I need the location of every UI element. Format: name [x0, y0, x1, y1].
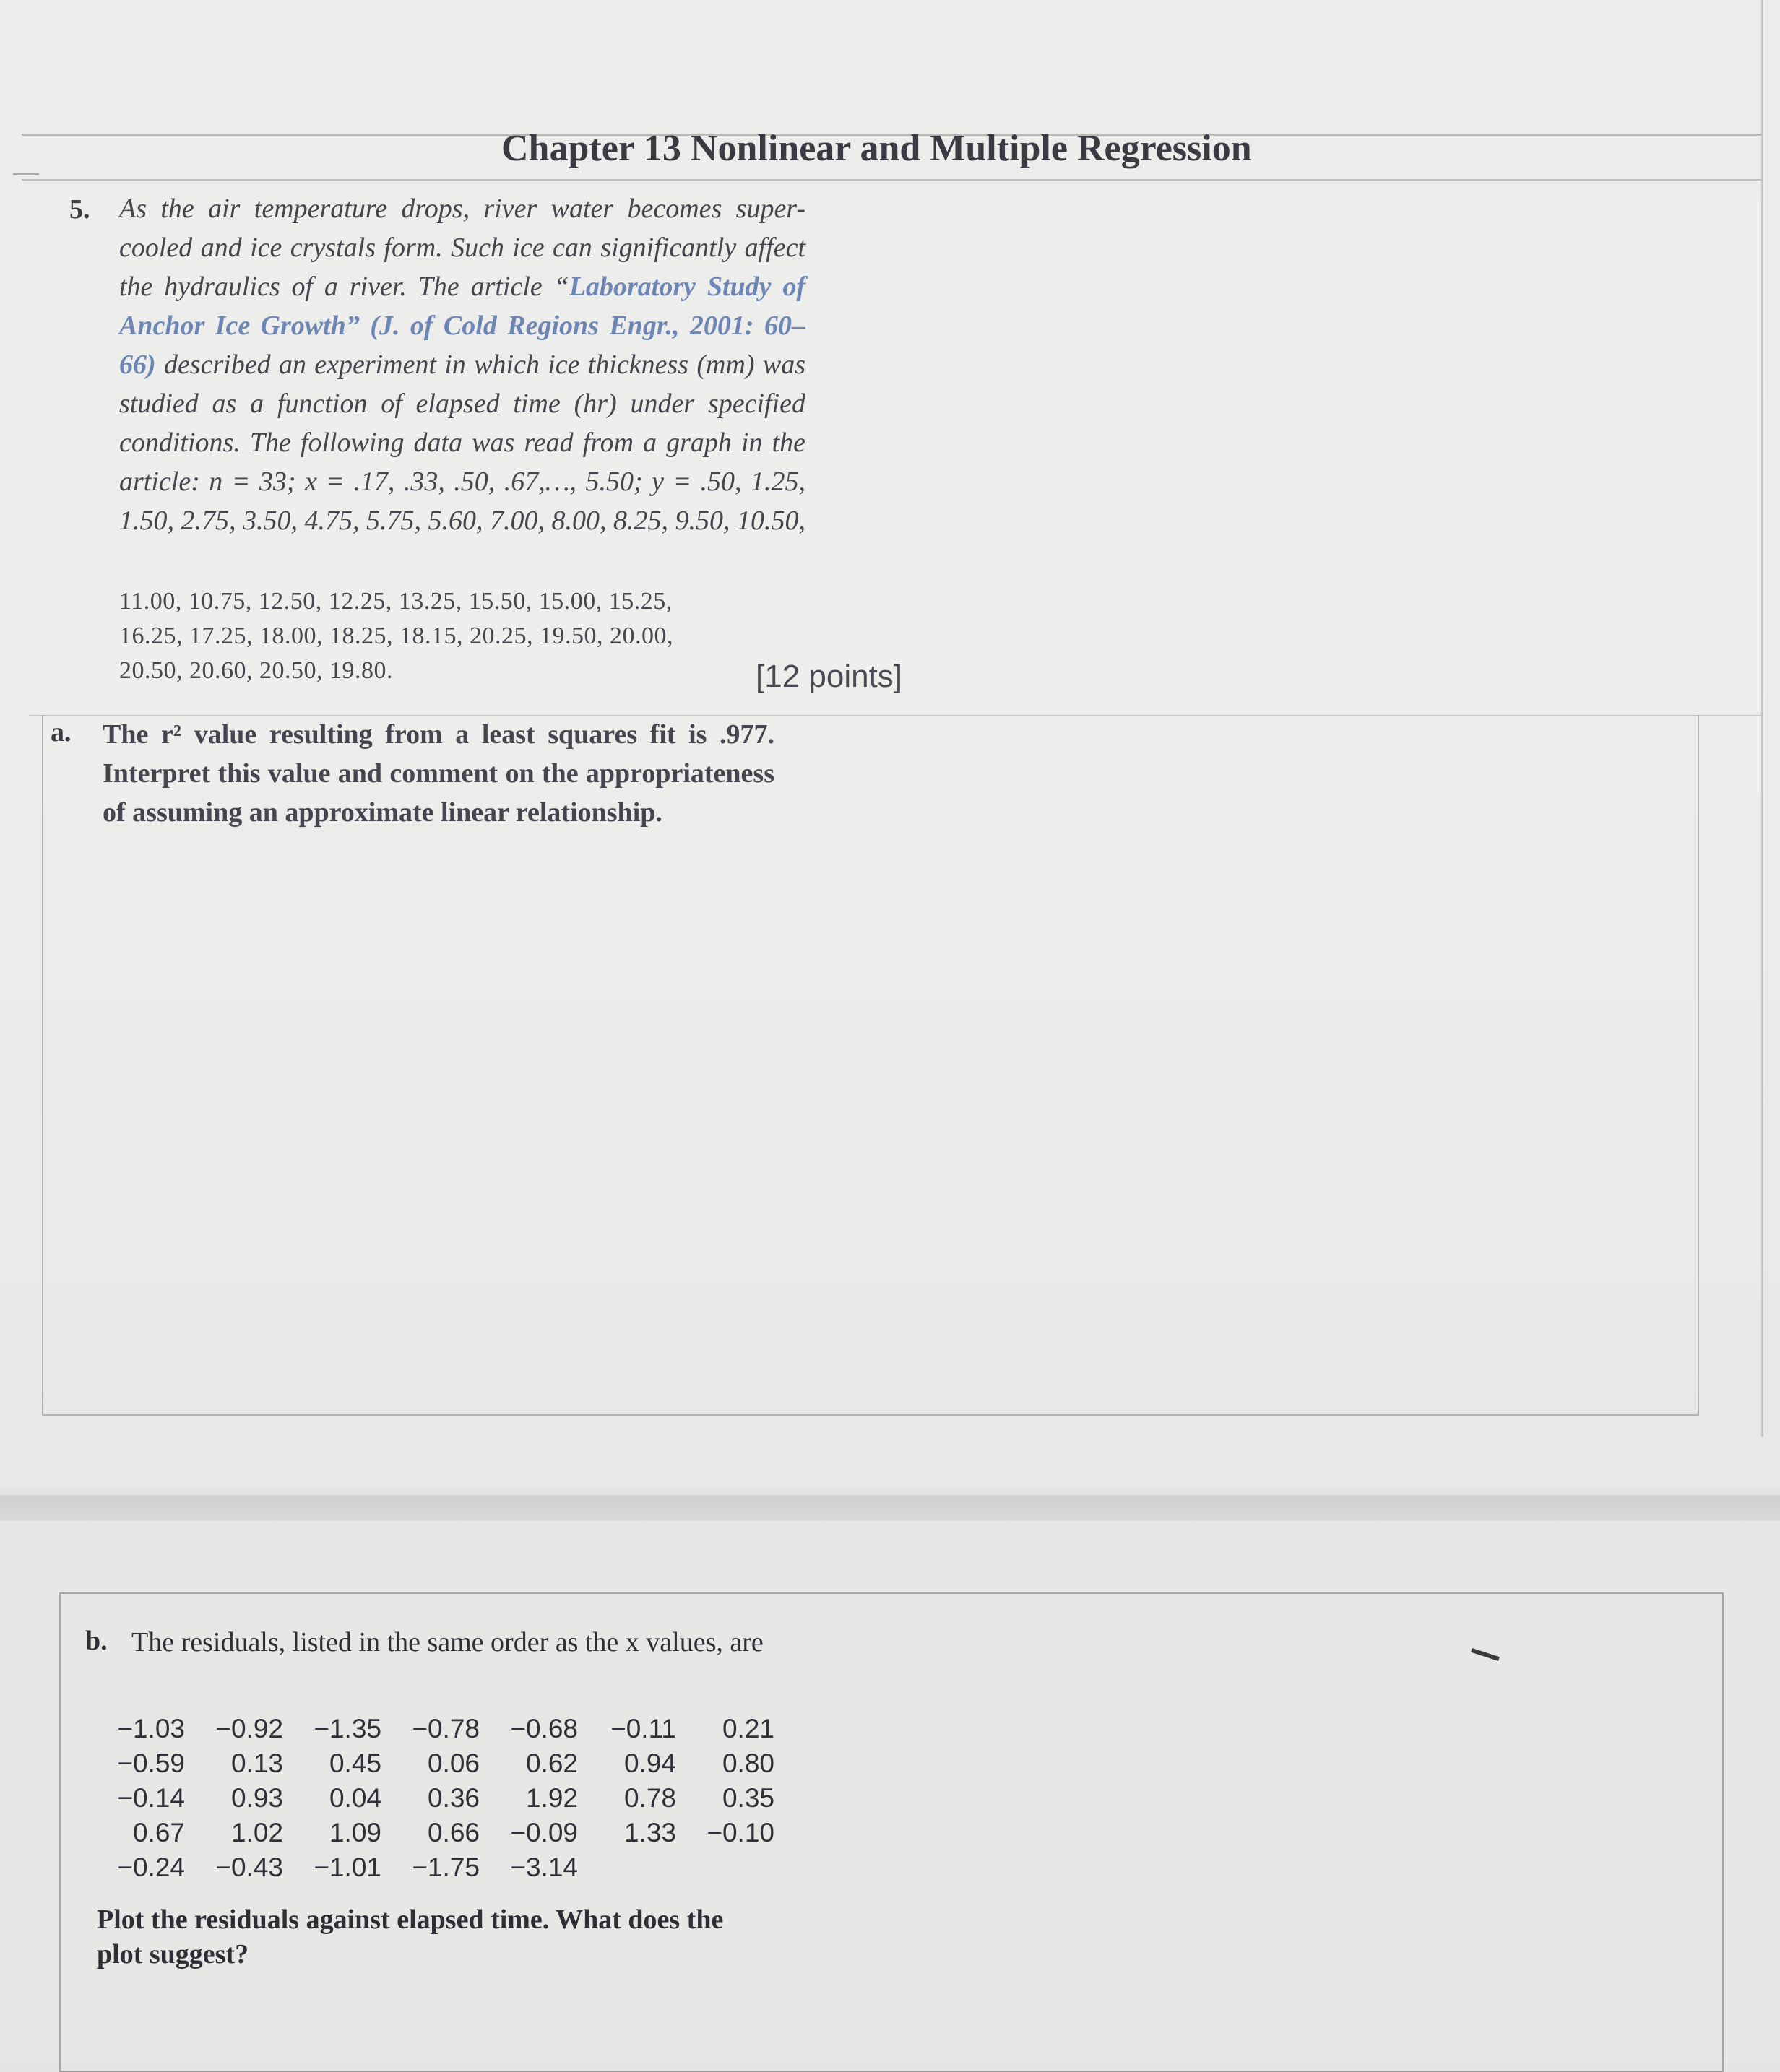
- residual-cell: −0.14: [117, 1783, 185, 1813]
- residual-cell: −0.24: [117, 1852, 185, 1882]
- residual-cell: 0.36: [427, 1783, 480, 1813]
- table-row: [87, 1850, 774, 1885]
- residual-cell: −1.01: [314, 1852, 381, 1882]
- table-row: [87, 1746, 774, 1781]
- residual-cell: 0.80: [722, 1748, 774, 1778]
- residual-cell: −1.35: [314, 1714, 381, 1743]
- residual-cell: 0.21: [722, 1714, 774, 1743]
- residual-cell: −0.59: [117, 1748, 185, 1778]
- residual-cell: −0.10: [707, 1818, 774, 1847]
- part-b-intro: The residuals, listed in the same order as the x values, are: [131, 1627, 764, 1657]
- residual-cell: 0.06: [427, 1748, 480, 1778]
- header-rule: [22, 179, 1763, 181]
- data-line-2: 16.25, 17.25, 18.00, 18.25, 18.15, 20.25, 19.50, 20.00,: [119, 623, 673, 649]
- table-row: [87, 1781, 774, 1816]
- residual-cell: [676, 1850, 774, 1885]
- part-a-question: The r² value resulting from a least squares fit is .977. Interpret this value and comment on the appropriateness of assuming an approximate linear relationship.: [103, 719, 774, 828]
- table-row: [87, 1712, 774, 1746]
- residual-cell: 0.04: [329, 1783, 381, 1813]
- residual-cell: 0.62: [525, 1748, 578, 1778]
- residual-cell: −3.14: [510, 1852, 578, 1882]
- points-label: [12 points]: [756, 659, 903, 694]
- residual-cell: −1.03: [117, 1714, 185, 1743]
- residual-cell: 0.67: [132, 1818, 185, 1847]
- problem-body: described an experiment in which ice thickness (mm) was studied as a function of elapsed time (hr) under specified conditions. The following data was read from a graph in the article: n = 33; x = .17, .33, .50, .67,…, 5.50; y = .50, 1.25, 1.50, 2.75, 3.50, 4.75, 5.75, 5.60, 7.00, 8.00, 8.25, 9.50, 10.50,: [119, 350, 805, 536]
- residual-cell: [578, 1850, 676, 1885]
- residual-cell: 1.92: [525, 1783, 578, 1813]
- residual-cell: −0.68: [510, 1714, 578, 1743]
- residual-cell: 0.93: [230, 1783, 283, 1813]
- problem-intro: As the air temperature drops, river water becomes super-cooled and ice crystals form. Such ice can significantly affect the hydraulics of a river. The article “: [119, 194, 805, 302]
- residual-cell: 1.02: [230, 1818, 283, 1847]
- residual-cell: −1.75: [412, 1852, 480, 1882]
- residual-cell: 0.45: [329, 1748, 381, 1778]
- residual-cell: 1.09: [329, 1818, 381, 1847]
- residual-cell: −0.11: [610, 1714, 676, 1743]
- article-citation: Laboratory Study of Anchor Ice Growth” (J. of Cold Regions Engr., 2001: 60–66): [119, 272, 806, 380]
- problem-text: [119, 189, 805, 540]
- part-b-label: b.: [85, 1626, 108, 1656]
- residual-cell: 0.94: [623, 1748, 676, 1778]
- residual-cell: 0.66: [427, 1818, 480, 1847]
- residual-cell: −0.43: [215, 1852, 283, 1882]
- problem-number: 5.: [69, 194, 90, 225]
- residual-cell: 0.78: [623, 1783, 676, 1813]
- margin-mark: [13, 173, 39, 175]
- chapter-title: Chapter 13 Nonlinear and Multiple Regression: [501, 128, 1252, 169]
- table-row: [87, 1816, 774, 1850]
- residual-cell: 0.13: [230, 1748, 283, 1778]
- page-right-edge: [1761, 0, 1763, 1437]
- residual-cell: 0.35: [722, 1783, 774, 1813]
- part-b-question: Plot the residuals against elapsed time. What does the plot suggest?: [97, 1904, 724, 1969]
- data-line-1: 11.00, 10.75, 12.50, 12.25, 13.25, 15.50, 15.00, 15.25,: [119, 588, 673, 615]
- residual-cell: 1.33: [623, 1818, 676, 1847]
- page-divider-band: [0, 1495, 1780, 1521]
- residual-cell: −0.09: [510, 1818, 578, 1847]
- residuals-table: [87, 1712, 774, 1885]
- residual-cell: −0.78: [412, 1714, 480, 1743]
- data-line-3: 20.50, 20.60, 20.50, 19.80.: [119, 657, 393, 684]
- part-a-label: a.: [51, 717, 72, 747]
- residual-cell: −0.92: [215, 1714, 283, 1743]
